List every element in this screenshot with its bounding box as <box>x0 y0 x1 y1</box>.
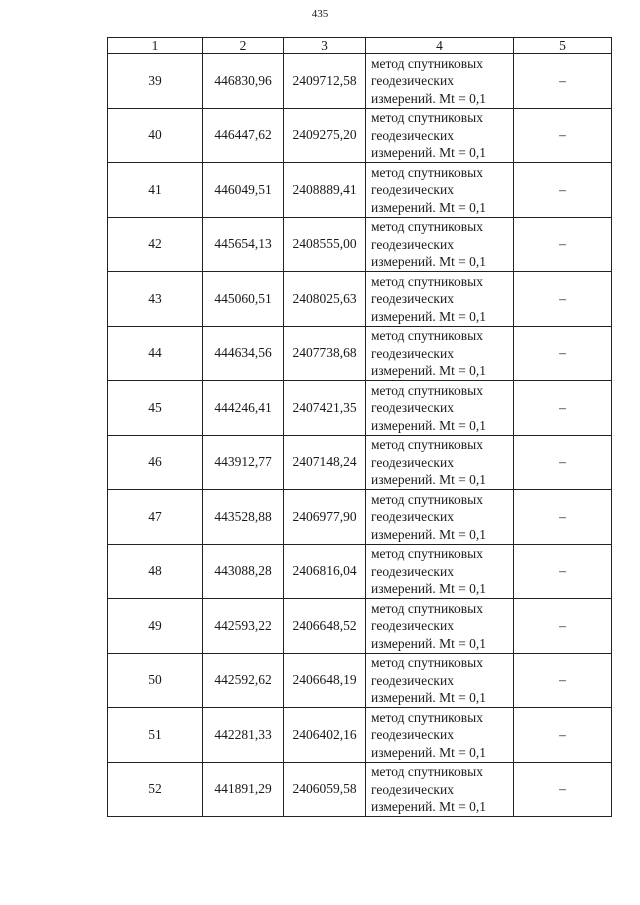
column-header: 5 <box>514 38 612 54</box>
method-line: геодезических <box>371 291 454 306</box>
method-line: измерений. Mt = 0,1 <box>371 254 487 269</box>
y-coordinate-cell: 2406648,19 <box>284 653 366 708</box>
y-coordinate-cell: 2406816,04 <box>284 544 366 599</box>
column-header: 4 <box>366 38 514 54</box>
note-cell: – <box>514 108 612 163</box>
method-line: измерений. Mt = 0,1 <box>371 799 487 814</box>
method-line: измерений. Mt = 0,1 <box>371 90 487 106</box>
method-line: метод спутниковых <box>371 110 483 125</box>
point-number-cell: 43 <box>108 272 203 327</box>
method-line: измерений. Mt = 0,1 <box>371 690 487 705</box>
note-cell: – <box>514 708 612 763</box>
method-cell <box>366 54 514 109</box>
table-row <box>108 381 612 436</box>
note-cell: – <box>514 435 612 490</box>
method-line: метод спутниковых <box>371 219 483 234</box>
note-cell: – <box>514 762 612 817</box>
method-line: геодезических <box>371 182 454 197</box>
point-number-cell: 45 <box>108 381 203 436</box>
method-line: измерений. Mt = 0,1 <box>371 145 487 160</box>
method-cell <box>366 163 514 218</box>
method-line: метод спутниковых <box>371 491 483 507</box>
point-number-cell: 50 <box>108 653 203 708</box>
table-row <box>108 217 612 272</box>
note-cell: – <box>514 272 612 327</box>
method-line: геодезических <box>371 236 454 252</box>
method-cell <box>366 108 514 163</box>
x-coordinate-cell: 443088,28 <box>203 544 284 599</box>
x-coordinate-cell: 442281,33 <box>203 708 284 763</box>
y-coordinate-cell: 2408889,41 <box>284 163 366 218</box>
column-header: 3 <box>284 38 366 54</box>
method-cell <box>366 435 514 490</box>
method-line: измерений. Mt = 0,1 <box>371 363 487 378</box>
y-coordinate-cell: 2409275,20 <box>284 108 366 163</box>
x-coordinate-cell: 446830,96 <box>203 54 284 109</box>
method-cell <box>366 381 514 436</box>
method-line: геодезических <box>371 618 454 633</box>
x-coordinate-cell: 446049,51 <box>203 163 284 218</box>
note-cell: – <box>514 163 612 218</box>
table-row <box>108 435 612 490</box>
table-header-row <box>108 38 612 54</box>
note-cell: – <box>514 599 612 654</box>
note-cell: – <box>514 653 612 708</box>
method-cell <box>366 708 514 763</box>
y-coordinate-cell: 2409712,58 <box>284 54 366 109</box>
note-cell: – <box>514 381 612 436</box>
method-line: метод спутниковых <box>371 655 483 670</box>
method-line: метод спутниковых <box>371 600 483 616</box>
method-line: геодезических <box>371 345 454 361</box>
y-coordinate-cell: 2408555,00 <box>284 217 366 272</box>
point-number-cell: 44 <box>108 326 203 381</box>
method-cell <box>366 599 514 654</box>
method-line: измерений. Mt = 0,1 <box>371 308 487 324</box>
point-number-cell: 40 <box>108 108 203 163</box>
method-line: измерений. Mt = 0,1 <box>371 581 487 596</box>
method-cell <box>366 326 514 381</box>
y-coordinate-cell: 2406648,52 <box>284 599 366 654</box>
x-coordinate-cell: 442592,62 <box>203 653 284 708</box>
x-coordinate-cell: 443528,88 <box>203 490 284 545</box>
point-number-cell: 47 <box>108 490 203 545</box>
column-header: 1 <box>108 38 203 54</box>
method-line: измерений. Mt = 0,1 <box>371 199 487 215</box>
method-line: метод спутниковых <box>371 382 483 398</box>
method-line: измерений. Mt = 0,1 <box>371 417 487 433</box>
point-number-cell: 48 <box>108 544 203 599</box>
x-coordinate-cell: 446447,62 <box>203 108 284 163</box>
method-line: метод спутниковых <box>371 546 483 561</box>
coordinates-table <box>107 37 612 817</box>
method-line: геодезических <box>371 400 454 415</box>
method-line: метод спутниковых <box>371 55 483 71</box>
y-coordinate-cell: 2408025,63 <box>284 272 366 327</box>
method-line: геодезических <box>371 127 454 143</box>
point-number-cell: 46 <box>108 435 203 490</box>
y-coordinate-cell: 2407738,68 <box>284 326 366 381</box>
method-cell <box>366 217 514 272</box>
point-number-cell: 42 <box>108 217 203 272</box>
x-coordinate-cell: 441891,29 <box>203 762 284 817</box>
point-number-cell: 41 <box>108 163 203 218</box>
note-cell: – <box>514 54 612 109</box>
table-row <box>108 653 612 708</box>
note-cell: – <box>514 490 612 545</box>
note-cell: – <box>514 326 612 381</box>
method-line: метод спутниковых <box>371 164 483 180</box>
method-line: метод спутниковых <box>371 437 483 452</box>
table-row <box>108 54 612 109</box>
point-number-cell: 49 <box>108 599 203 654</box>
table-row <box>108 272 612 327</box>
y-coordinate-cell: 2406402,16 <box>284 708 366 763</box>
x-coordinate-cell: 444634,56 <box>203 326 284 381</box>
method-line: геодезических <box>371 672 454 688</box>
method-cell <box>366 272 514 327</box>
method-line: измерений. Mt = 0,1 <box>371 526 487 542</box>
table-row <box>108 490 612 545</box>
page-number: 435 <box>311 8 329 20</box>
method-line: геодезических <box>371 509 454 524</box>
method-line: измерений. Mt = 0,1 <box>371 635 487 651</box>
point-number-cell: 39 <box>108 54 203 109</box>
method-line: геодезических <box>371 781 454 797</box>
x-coordinate-cell: 443912,77 <box>203 435 284 490</box>
x-coordinate-cell: 444246,41 <box>203 381 284 436</box>
table-body <box>108 54 612 817</box>
method-line: метод спутниковых <box>371 709 483 725</box>
method-line: измерений. Mt = 0,1 <box>371 744 487 760</box>
method-cell <box>366 653 514 708</box>
method-line: измерений. Mt = 0,1 <box>371 472 487 487</box>
x-coordinate-cell: 445060,51 <box>203 272 284 327</box>
y-coordinate-cell: 2407148,24 <box>284 435 366 490</box>
column-header: 2 <box>203 38 284 54</box>
point-number-cell: 51 <box>108 708 203 763</box>
table-row <box>108 708 612 763</box>
method-line: геодезических <box>371 563 454 579</box>
point-number-cell: 52 <box>108 762 203 817</box>
method-cell <box>366 762 514 817</box>
table-row <box>108 544 612 599</box>
y-coordinate-cell: 2406059,58 <box>284 762 366 817</box>
x-coordinate-cell: 445654,13 <box>203 217 284 272</box>
table-row <box>108 163 612 218</box>
table-row <box>108 599 612 654</box>
method-cell <box>366 544 514 599</box>
note-cell: – <box>514 217 612 272</box>
method-line: метод спутниковых <box>371 273 483 289</box>
method-cell <box>366 490 514 545</box>
table-row <box>108 108 612 163</box>
x-coordinate-cell: 442593,22 <box>203 599 284 654</box>
method-line: геодезических <box>371 73 454 88</box>
note-cell: – <box>514 544 612 599</box>
y-coordinate-cell: 2406977,90 <box>284 490 366 545</box>
table-row <box>108 762 612 817</box>
method-line: геодезических <box>371 454 454 470</box>
y-coordinate-cell: 2407421,35 <box>284 381 366 436</box>
table-row <box>108 326 612 381</box>
method-line: метод спутниковых <box>371 764 483 779</box>
method-line: геодезических <box>371 727 454 742</box>
method-line: метод спутниковых <box>371 328 483 343</box>
